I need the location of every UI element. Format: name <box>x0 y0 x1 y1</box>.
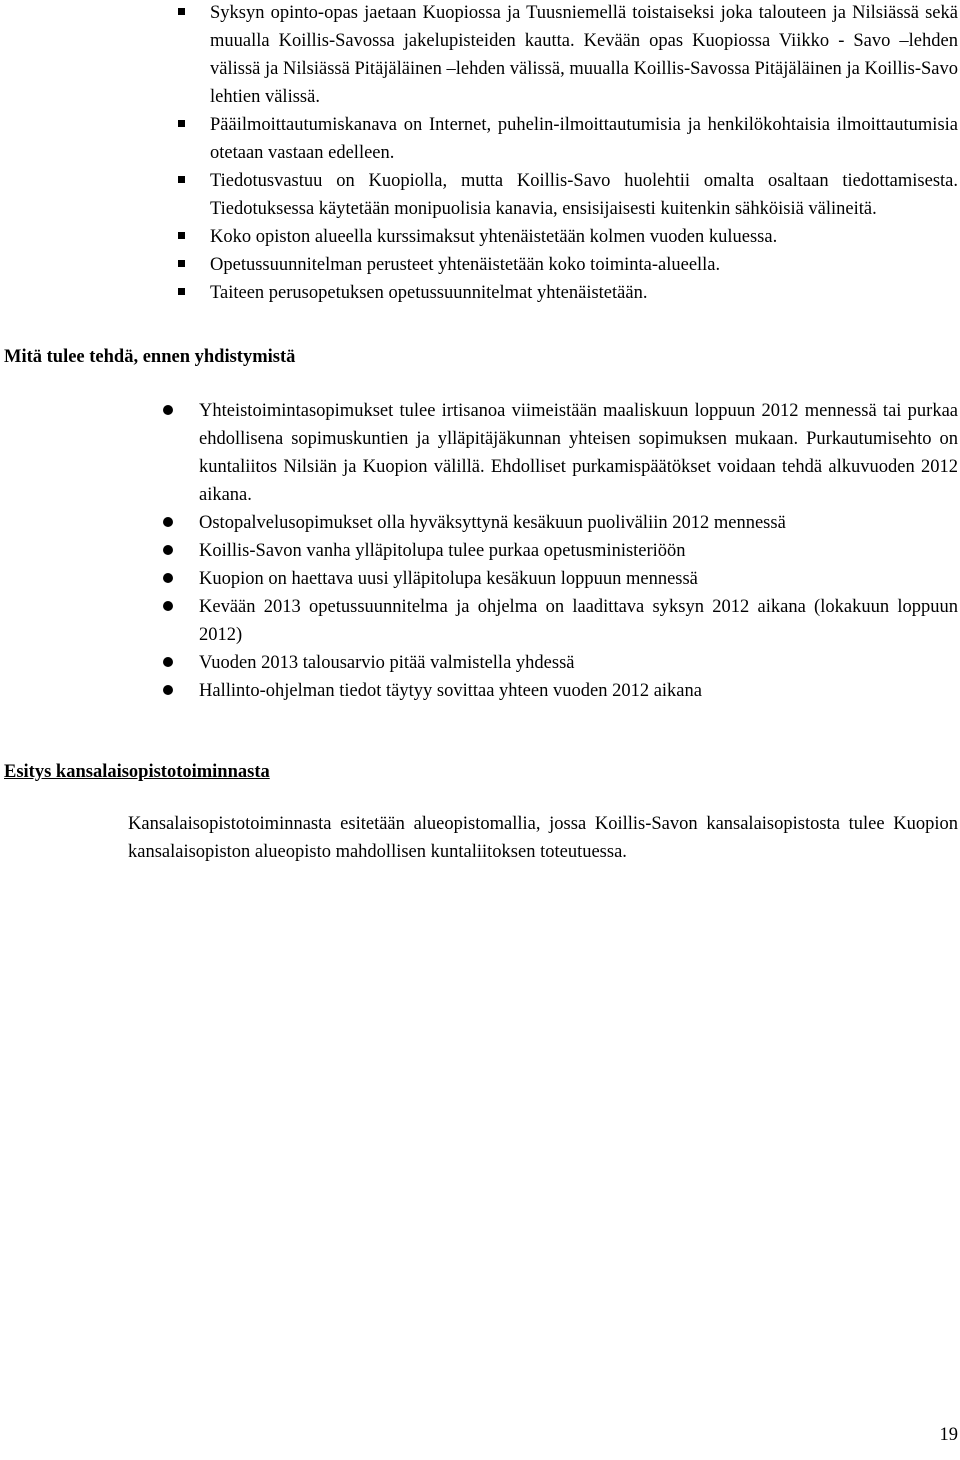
list-item-text: Koko opiston alueella kurssimaksut yhtenäistetään kolmen vuoden kuluessa. <box>210 227 778 247</box>
list-item <box>163 593 958 649</box>
square-bullet-list <box>178 0 958 307</box>
list-item <box>178 0 958 111</box>
list-item <box>178 167 958 223</box>
list-item-text: Syksyn opinto-opas jaetaan Kuopiossa ja Tuusniemellä toistaiseksi joka talouteen ja Nilsiässä sekä muualla Koillis-Savossa jakelupisteiden kautta. Kevään opas Kuopiossa Viikko - Savo –lehden välissä ja Nilsiässä Pitäjäläinen –lehden välissä, muualla Koillis-Savossa Pitäjäläinen ja Koillis-Savo lehtien välissä. <box>210 3 958 107</box>
list-item-text: Koillis-Savon vanha ylläpitolupa tulee purkaa opetusministeriöön <box>199 541 686 561</box>
list-item-text: Pääilmoittautumiskanava on Internet, puhelin-ilmoittautumisia ja henkilökohtaisia ilmoittautumisia otetaan vastaan edelleen. <box>210 115 958 163</box>
list-item-text: Yhteistoimintasopimukset tulee irtisanoa viimeistään maaliskuun loppuun 2012 mennessä tai purkaa ehdollisena sopimuskuntien ja ylläpitäjäkunnan yhteisen sopimuksen mukaan. Purkautumisehto on kuntaliitos Nilsiän ja Kuopion välillä. Ehdolliset purkamispäätökset voidaan tehdä alkuvuoden 2012 aikana. <box>199 401 958 505</box>
list-item-text: Kevään 2013 opetussuunnitelma ja ohjelma on laadittava syksyn 2012 aikana (lokakuun loppuun 2012) <box>199 597 958 645</box>
list-item <box>178 111 958 167</box>
list-item-text: Ostopalvelusopimukset olla hyväksyttynä kesäkuun puoliväliin 2012 mennessä <box>199 513 786 533</box>
square-bullet-icon <box>178 120 185 127</box>
square-bullet-icon <box>178 176 185 183</box>
list-item <box>163 397 958 509</box>
page-number: 19 <box>939 1425 958 1445</box>
list-item-text: Taiteen perusopetuksen opetussuunnitelmat yhtenäistetään. <box>210 283 648 303</box>
list-item-text: Hallinto-ohjelman tiedot täytyy sovittaa yhteen vuoden 2012 aikana <box>199 681 702 701</box>
round-bullet-icon <box>163 573 173 583</box>
round-bullet-list <box>163 397 958 705</box>
round-bullet-icon <box>163 517 173 527</box>
round-bullet-icon <box>163 685 173 695</box>
square-bullet-icon <box>178 288 185 295</box>
list-item <box>163 509 958 537</box>
list-item <box>178 251 958 279</box>
round-bullet-icon <box>163 545 173 555</box>
square-bullet-icon <box>178 260 185 267</box>
list-item <box>178 223 958 251</box>
list-item <box>163 677 958 705</box>
list-item <box>178 279 958 307</box>
square-bullet-icon <box>178 8 185 15</box>
list-item-text: Tiedotusvastuu on Kuopiolla, mutta Koillis-Savo huolehtii omalta osaltaan tiedottamisesta. Tiedotuksessa käytetään monipuolisia kanavia, ensisijaisesti kuitenkin sähköisiä välineitä. <box>210 171 958 219</box>
list-item-text: Opetussuunnitelman perusteet yhtenäistetään koko toiminta-alueella. <box>210 255 721 275</box>
round-bullet-icon <box>163 601 173 611</box>
list-item <box>163 537 958 565</box>
list-item <box>163 565 958 593</box>
list-item-text: Kuopion on haettava uusi ylläpitolupa kesäkuun loppuun mennessä <box>199 569 698 589</box>
list-item-text: Vuoden 2013 talousarvio pitää valmistella yhdessä <box>199 653 575 673</box>
square-bullet-icon <box>178 232 185 239</box>
round-bullet-icon <box>163 657 173 667</box>
round-bullet-icon <box>163 405 173 415</box>
section-heading-underlined: Esitys kansalaisopistotoiminnasta <box>4 762 270 782</box>
list-item <box>163 649 958 677</box>
body-paragraph: Kansalaisopistotoiminnasta esitetään alueopistomallia, jossa Koillis-Savon kansalaisopistosta tulee Kuopion kansalaisopiston alueopisto mahdollisen kuntaliitoksen toteutuessa. <box>128 814 958 862</box>
section-heading: Mitä tulee tehdä, ennen yhdistymistä <box>4 347 296 367</box>
